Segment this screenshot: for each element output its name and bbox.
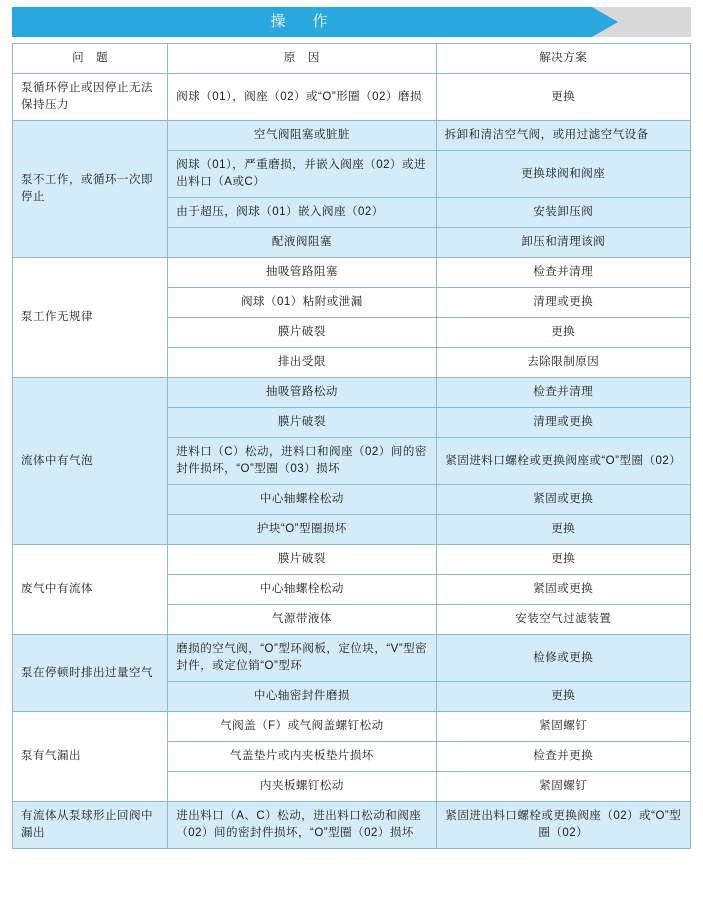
cell-cause: 中心轴螺栓松动 [168,575,436,605]
page [0,7,703,849]
table-row [13,74,691,121]
cell-solution: 更换 [436,74,690,121]
cell-problem: 泵循环停止或因停止无法保持压力 [13,74,168,121]
table-row [13,121,691,151]
cell-solution: 检修或更换 [436,635,690,682]
table-row [13,712,691,742]
cell-cause: 气盖垫片或内夹板垫片损坏 [168,742,436,772]
cell-cause: 空气阀阻塞或脏脏 [168,121,436,151]
cell-cause: 阀球（01），严重磨损，并嵌入阀座（02）或进出料口（A或C） [168,151,436,198]
column-header-cause: 原 因 [168,44,436,74]
table-row [13,545,691,575]
column-header-problem: 问 题 [13,44,168,74]
cell-problem: 泵工作无规律 [13,258,168,378]
table-row [13,378,691,408]
cell-cause: 阀球（01），阀座（02）或“O”形圈（02）磨损 [168,74,436,121]
cell-cause: 气源带液体 [168,605,436,635]
cell-solution: 去除限制原因 [436,348,690,378]
cell-problem: 有流体从泵球形止回阀中漏出 [13,802,168,849]
cell-cause: 中心轴密封件磨损 [168,682,436,712]
cell-cause: 膜片破裂 [168,408,436,438]
table-row [13,802,691,849]
cell-cause: 进出料口（A、C）松动，进出料口松动和阀座（02）间的密封件损坏，“O”型圈（02）损坏 [168,802,436,849]
section-banner [12,7,691,37]
cell-solution: 更换球阀和阀座 [436,151,690,198]
cell-solution: 紧固螺钉 [436,772,690,802]
cell-cause: 中心轴螺栓松动 [168,485,436,515]
cell-cause: 阀球（01）粘附或泄漏 [168,288,436,318]
cell-solution: 更换 [436,545,690,575]
cell-solution: 检查并清理 [436,378,690,408]
cell-solution: 检查并清理 [436,258,690,288]
cell-solution: 安装卸压阀 [436,198,690,228]
table-body [13,74,691,849]
cell-cause: 护块“O”型圈损坏 [168,515,436,545]
column-header-solution: 解决方案 [436,44,690,74]
cell-solution: 拆卸和清洁空气阀，或用过滤空气设备 [436,121,690,151]
cell-solution: 更换 [436,318,690,348]
cell-solution: 卸压和清理该阀 [436,228,690,258]
troubleshooting-table [12,43,691,849]
table-row [13,635,691,682]
cell-cause: 内夹板螺钉松动 [168,772,436,802]
cell-cause: 膜片破裂 [168,318,436,348]
cell-cause: 抽吸管路阻塞 [168,258,436,288]
table-row [13,258,691,288]
cell-solution: 更换 [436,682,690,712]
cell-cause: 进料口（C）松动，进料口和阀座（02）间的密封件损坏，“O”型圈（03）损坏 [168,438,436,485]
cell-solution: 紧固螺钉 [436,712,690,742]
cell-problem: 泵不工作，或循环一次即停止 [13,121,168,258]
cell-problem: 流体中有气泡 [13,378,168,545]
cell-solution: 清理或更换 [436,408,690,438]
banner-title: 操 作 [270,13,334,30]
cell-solution: 紧固或更换 [436,485,690,515]
table-head [13,44,691,74]
banner-arrow-icon [592,7,618,37]
cell-cause: 抽吸管路松动 [168,378,436,408]
cell-solution: 紧固进料口螺栓或更换阀座或“O”型圈（02） [436,438,690,485]
table-header-row [13,44,691,74]
cell-solution: 检查并更换 [436,742,690,772]
cell-cause: 气阀盖（F）或气阀盖螺钉松动 [168,712,436,742]
cell-solution: 安装空气过滤装置 [436,605,690,635]
cell-solution: 更换 [436,515,690,545]
cell-solution: 紧固进出料口螺栓或更换阀座（02）或“O”型圈（02） [436,802,690,849]
cell-cause: 配液阀阻塞 [168,228,436,258]
cell-cause: 膜片破裂 [168,545,436,575]
cell-problem: 泵在停顿时排出过量空气 [13,635,168,712]
cell-solution: 紧固或更换 [436,575,690,605]
cell-cause: 排出受限 [168,348,436,378]
cell-cause: 由于超压，阀球（01）嵌入阀座（02） [168,198,436,228]
cell-problem: 泵有气漏出 [13,712,168,802]
cell-problem: 废气中有流体 [13,545,168,635]
cell-solution: 清理或更换 [436,288,690,318]
cell-cause: 磨损的空气阀，“O”型环阀板，定位块，“V”型密封件，或定位销“O”型环 [168,635,436,682]
